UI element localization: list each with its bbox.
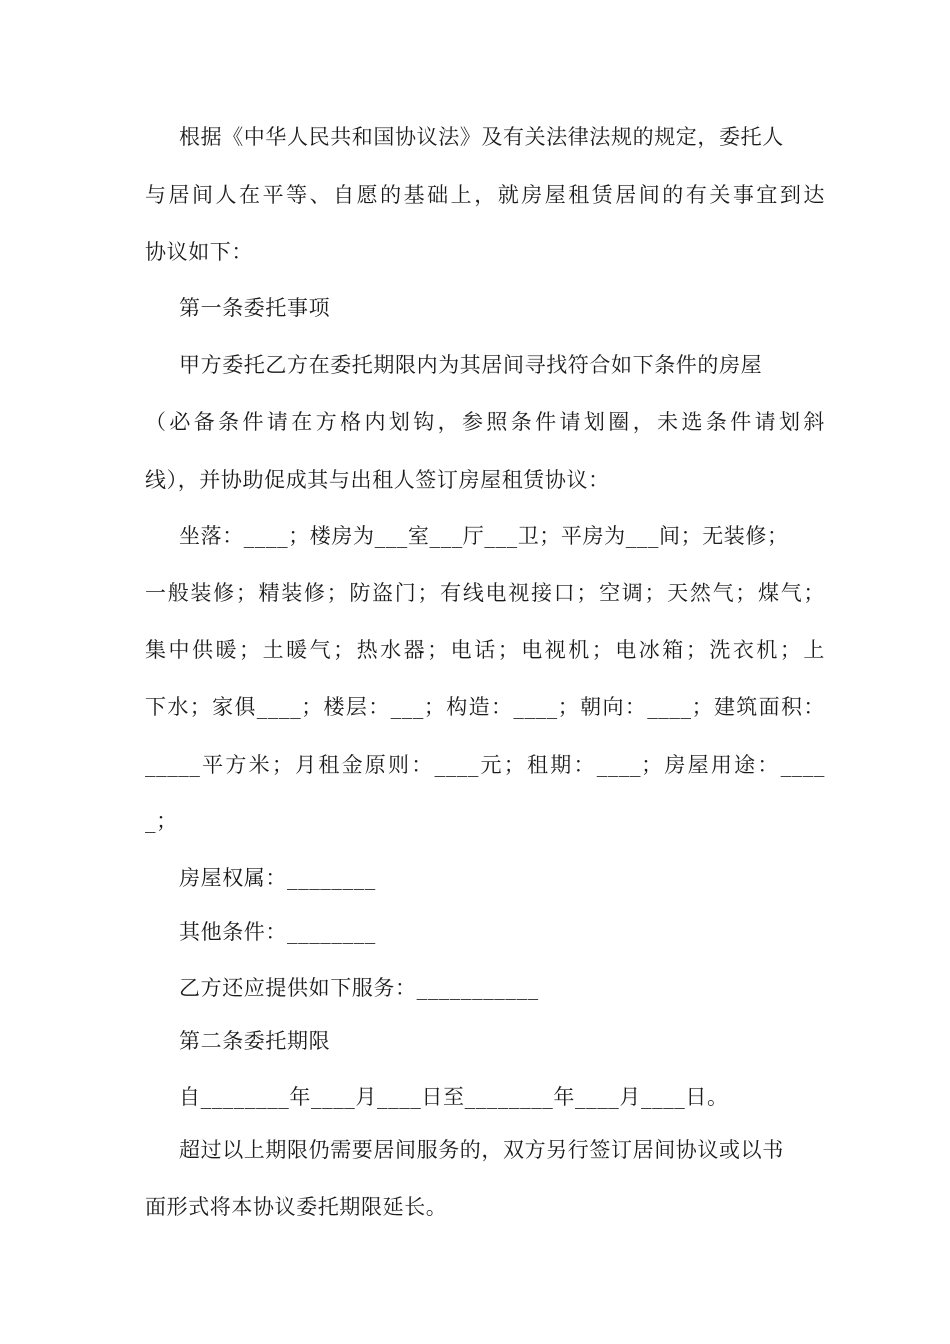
article-1-text-line-1: 甲方委托乙方在委托期限内为其居间寻找符合如下条件的房屋	[179, 353, 763, 377]
conditions-line-3: 集中供暖；土暖气；热水器；电话；电视机；电冰箱；洗衣机；上	[145, 638, 825, 662]
services-field: 乙方还应提供如下服务：___________	[179, 976, 539, 1000]
article-2-heading: 第二条委托期限	[179, 1029, 331, 1053]
conditions-line-5: _____平方米；月租金原则：____元；租期：____；房屋用途：____	[145, 753, 825, 777]
article-1-text-line-3: 线），并协助促成其与出租人签订房屋租赁协议：	[145, 468, 610, 492]
paragraph-intro-line-1: 根据《中华人民共和国协议法》及有关法律法规的规定，委托人	[179, 125, 784, 149]
other-conditions-field: 其他条件：________	[179, 920, 376, 944]
conditions-line-1: 坐落：____；楼房为___室___厅___卫；平房为___间；无装修；	[179, 524, 789, 548]
conditions-line-4: 下水；家俱____；楼层：___；构造：____；朝向：____；建筑面积：	[145, 695, 825, 719]
extension-line-2: 面形式将本协议委托期限延长。	[145, 1195, 448, 1219]
article-1-text-line-2: （必备条件请在方格内划钩，参照条件请划圈，未选条件请划斜	[145, 410, 825, 434]
extension-line-1: 超过以上期限仍需要居间服务的，双方另行签订居间协议或以书	[179, 1138, 784, 1162]
conditions-line-2: 一般装修；精装修；防盗门；有线电视接口；空调；天然气；煤气；	[145, 581, 825, 605]
ownership-field: 房屋权属：________	[179, 866, 376, 890]
article-1-heading: 第一条委托事项	[179, 296, 331, 320]
paragraph-intro-line-3: 协议如下：	[145, 240, 253, 264]
term-dates-line: 自________年____月____日至________年____月____日。	[179, 1085, 729, 1109]
paragraph-intro-line-2: 与居间人在平等、自愿的基础上，就房屋租赁居间的有关事宜到达	[145, 183, 825, 207]
conditions-line-6: _；	[145, 809, 178, 833]
